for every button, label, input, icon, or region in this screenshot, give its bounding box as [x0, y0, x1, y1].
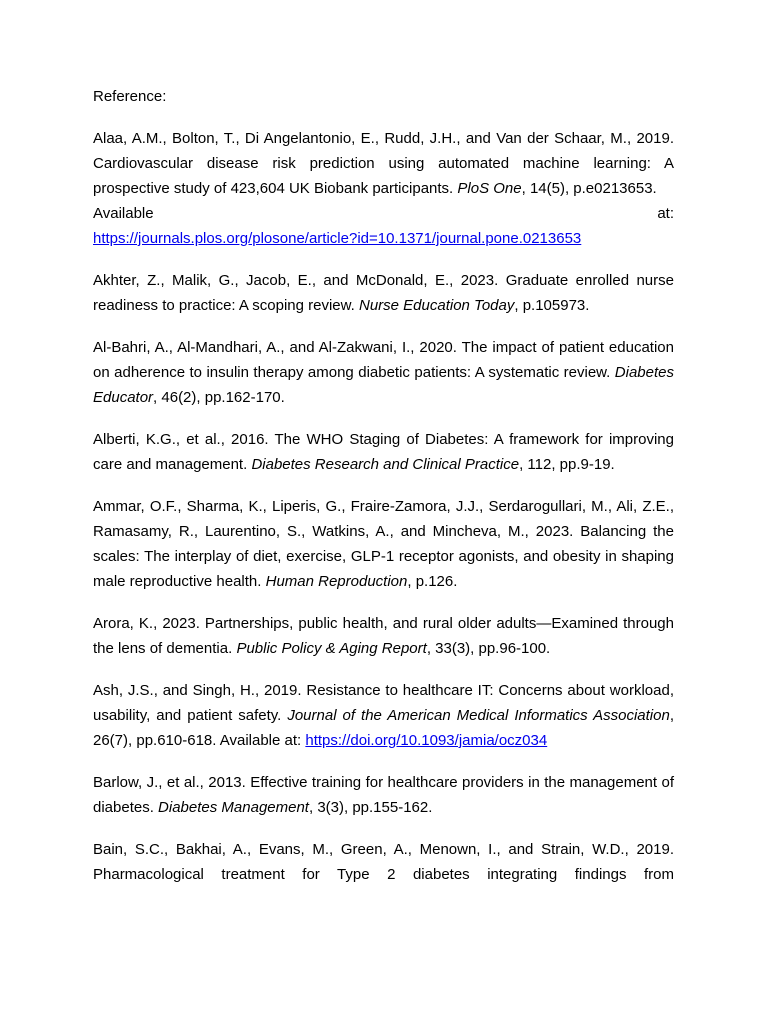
reference-text: Alberti, K.G., et al., 2016. The WHO Staging of Diabetes: A framework for improving care and management. — [93, 431, 674, 473]
reference-heading: Reference: — [93, 88, 167, 105]
reference-entry — [93, 678, 674, 753]
reference-text: Ammar, O.F., Sharma, K., Liperis, G., Fraire-Zamora, J.J., Serdarogullari, M., Ali, Z.E., Ramasamy, R., Laurentino, S., Watkins, A., and Mincheva, M., 2023. Balancing the scales: The interplay of diet, exercise, GLP-1 receptor agonists, and obesity in shaping male reproductive health. — [93, 498, 674, 590]
reference-text: Arora, K., 2023. Partnerships, public health, and rural older adults—Examined through the lens of dementia. — [93, 615, 674, 657]
reference-entry — [93, 335, 674, 410]
reference-entry — [93, 126, 674, 251]
journal-title: Human Reproduction — [265, 573, 408, 590]
journal-title: Nurse Education Today — [358, 297, 515, 314]
reference-entry — [93, 268, 674, 318]
reference-details: , p.105973. — [514, 297, 590, 314]
reference-entry — [93, 611, 674, 661]
reference-text: Akhter, Z., Malik, G., Jacob, E., and McDonald, E., 2023. Graduate enrolled nurse readiness to practice: A scoping review. — [93, 272, 674, 314]
journal-title: Diabetes Educator — [93, 364, 674, 406]
reference-text: Ash, J.S., and Singh, H., 2019. Resistance to healthcare IT: Concerns about workload, usability, and patient safety. — [93, 682, 674, 724]
document-page — [93, 84, 674, 904]
journal-title: PloS One — [457, 180, 522, 197]
available-at-label: Available at: — [93, 205, 674, 222]
reference-details: , 46(2), pp.162-170. — [153, 389, 285, 406]
journal-title: Public Policy & Aging Report — [236, 640, 427, 657]
reference-details: , 33(3), pp.96-100. — [426, 640, 551, 657]
reference-details: , 112, pp.9-19. — [519, 456, 615, 473]
reference-entry — [93, 837, 674, 887]
reference-entry — [93, 770, 674, 820]
reference-link[interactable]: https://doi.org/10.1093/jamia/ocz034 — [305, 732, 548, 749]
reference-details: , 3(3), pp.155-162. — [308, 799, 433, 816]
journal-title: Diabetes Management — [158, 799, 309, 816]
reference-text: Barlow, J., et al., 2013. Effective training for healthcare providers in the management of diabetes. — [93, 774, 674, 816]
reference-details: , 14(5), p.e0213653. — [521, 180, 657, 197]
reference-text: Al-Bahri, A., Al-Mandhari, A., and Al-Zakwani, I., 2020. The impact of patient education on adherence to insulin therapy among diabetic patients: A systematic review. — [93, 339, 674, 381]
reference-text: Bain, S.C., Bakhai, A., Evans, M., Green, A., Menown, I., and Strain, W.D., 2019. Pharmacological treatment for Type 2 diabetes integrating findings from — [93, 841, 674, 883]
reference-entry — [93, 427, 674, 477]
reference-text: Alaa, A.M., Bolton, T., Di Angelantonio, E., Rudd, J.H., and Van der Schaar, M., 2019. Cardiovascular disease risk prediction using automated machine learning: A prospective study of 423,604 UK Biobank participants. — [93, 130, 674, 197]
reference-link[interactable]: https://journals.plos.org/plosone/article?id=10.1371/journal.pone.0213653 — [93, 230, 582, 247]
journal-title: Diabetes Research and Clinical Practice — [251, 456, 520, 473]
reference-entry — [93, 494, 674, 594]
reference-details: , p.126. — [407, 573, 458, 590]
journal-title: Journal of the American Medical Informatics Association — [287, 707, 670, 724]
reference-details: , 26(7), pp.610-618. Available at: — [93, 707, 674, 749]
